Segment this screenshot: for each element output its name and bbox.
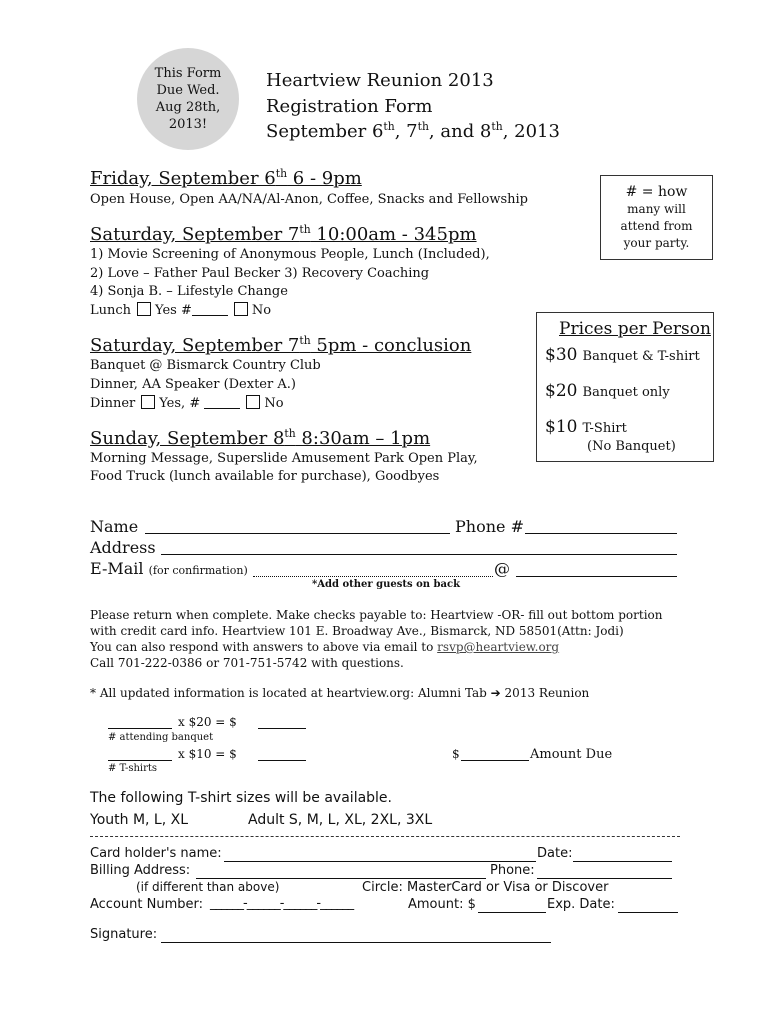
rsvp-email-link[interactable]: rsvp@heartview.org — [437, 640, 560, 654]
email-at: @ — [494, 559, 510, 578]
lunch-yes-checkbox[interactable] — [137, 302, 151, 316]
price-row-2: $20 Banquet only — [545, 381, 670, 401]
signature-field[interactable] — [161, 942, 551, 943]
email-label: E-Mail (for confirmation) — [90, 559, 248, 578]
amount-due-label: Amount Due — [530, 747, 613, 762]
title-line-3: September 6th, 7th, and 8th, 2013 — [266, 120, 560, 142]
name-field[interactable] — [145, 533, 450, 534]
signature-label: Signature: — [90, 927, 158, 942]
billing-phone-label: Phone: — [490, 863, 535, 878]
arrow-right-icon: ➔ — [490, 686, 501, 700]
saturday-day-line-3: 4) Sonja B. – Lifestyle Change — [90, 284, 288, 299]
due-line-2: Due Wed. — [156, 83, 220, 98]
youth-sizes: Youth M, L, XL — [90, 812, 189, 828]
price-row-3: $10 T-Shirt — [545, 417, 627, 437]
title-line-1: Heartview Reunion 2013 — [266, 70, 494, 91]
billing-address-field[interactable] — [196, 878, 486, 879]
banquet-calc: x $20 = $ — [178, 715, 237, 729]
saturday-evening-heading: Saturday, September 7th 5pm - conclusion — [90, 334, 472, 356]
friday-heading: Friday, September 6th 6 - 9pm — [90, 167, 362, 189]
account-number-label: Account Number: — [90, 897, 203, 912]
address-field[interactable] — [161, 554, 677, 555]
cut-line — [90, 836, 680, 837]
card-date-label: Date: — [537, 846, 573, 861]
dinner-row: Dinner Yes, # No — [90, 396, 284, 411]
card-holder-field[interactable] — [224, 861, 536, 862]
lunch-no-checkbox[interactable] — [234, 302, 248, 316]
sunday-heading: Sunday, September 8th 8:30am – 1pm — [90, 427, 431, 449]
shirt-calc: x $10 = $ — [178, 747, 237, 761]
card-amount-field[interactable] — [478, 912, 546, 913]
phone-label: Phone # — [455, 517, 524, 536]
title-line-2: Registration Form — [266, 96, 433, 117]
card-holder-label: Card holder's name: — [90, 846, 222, 861]
saturday-evening-line-1: Banquet @ Bismarck Country Club — [90, 358, 321, 373]
dinner-count-field[interactable] — [204, 396, 240, 409]
friday-desc: Open House, Open AA/NA/Al-Anon, Coffee, Snacks and Fellowship — [90, 192, 529, 207]
dinner-yes-checkbox[interactable] — [141, 395, 155, 409]
price-row-1: $30 Banquet & T-shirt — [545, 345, 700, 365]
adult-sizes: Adult S, M, L, XL, 2XL, 3XL — [248, 812, 433, 828]
due-line-3: Aug 28th, — [155, 100, 221, 115]
prices-box — [536, 312, 714, 462]
name-label: Name — [90, 517, 139, 536]
billing-different-note: (if different than above) — [136, 880, 280, 894]
banquet-count-field[interactable] — [108, 728, 172, 729]
sunday-line-1: Morning Message, Superslide Amusement Park Open Play, — [90, 451, 478, 466]
due-line-1: This Form — [154, 66, 222, 81]
lunch-count-field[interactable] — [192, 303, 228, 316]
card-date-field[interactable] — [573, 861, 672, 862]
guests-note: *Add other guests on back — [312, 579, 461, 590]
card-amount-label: Amount: $ — [408, 897, 476, 912]
phone-field[interactable] — [525, 533, 677, 534]
banquet-count-label: # attending banquet — [108, 732, 214, 743]
email-domain-field[interactable] — [516, 576, 677, 577]
sunday-line-2: Food Truck (lunch available for purchase), Goodbyes — [90, 469, 440, 484]
due-line-4: 2013! — [168, 117, 208, 132]
saturday-evening-line-2: Dinner, AA Speaker (Dexter A.) — [90, 377, 296, 392]
shirt-total-field[interactable] — [258, 760, 306, 761]
account-number-field[interactable]: ______-______-______-______ — [210, 896, 354, 911]
saturday-day-line-1: 1) Movie Screening of Anonymous People, Lunch (Included), — [90, 247, 490, 262]
due-date-badge — [137, 48, 239, 150]
party-count-note: # = how many will attend from your party. — [600, 175, 713, 260]
banquet-total-field[interactable] — [258, 728, 306, 729]
saturday-day-line-2: 2) Love – Father Paul Becker 3) Recovery Coaching — [90, 266, 430, 281]
exp-date-label: Exp. Date: — [547, 897, 615, 912]
shirt-count-label: # T-shirts — [108, 763, 158, 774]
billing-address-label: Billing Address: — [90, 863, 191, 878]
price-row-3-note: (No Banquet) — [587, 439, 676, 454]
exp-date-field[interactable] — [618, 912, 678, 913]
shirt-count-field[interactable] — [108, 760, 172, 761]
dinner-no-checkbox[interactable] — [246, 395, 260, 409]
saturday-day-heading: Saturday, September 7th 10:00am - 345pm — [90, 223, 477, 245]
lunch-row: Lunch Yes # No — [90, 303, 272, 318]
updated-info: * All updated information is located at heartview.org: Alumni Tab ➔ 2013 Reunion — [90, 686, 590, 700]
shirt-sizes-intro: The following T-shirt sizes will be available. — [90, 790, 392, 806]
card-type-choice[interactable]: Circle: MasterCard or Visa or Discover — [362, 880, 609, 895]
amount-dollar: $ — [452, 747, 460, 761]
instructions: Please return when complete. Make checks payable to: Heartview -OR- fill out bottom portion with credit card info. Heartview 101 E. Broadway Ave., Bismarck, ND 58501(Attn: Jodi) You can also respond with answers to above via email to rsvp@heartview.org Call 701-222-0386 or 701-751-5742 with questions. — [90, 608, 663, 670]
amount-due-field[interactable] — [461, 760, 529, 761]
prices-heading: Prices per Person — [559, 319, 711, 339]
billing-phone-field[interactable] — [537, 878, 672, 879]
email-user-field[interactable] — [253, 576, 493, 577]
address-label: Address — [90, 538, 156, 557]
